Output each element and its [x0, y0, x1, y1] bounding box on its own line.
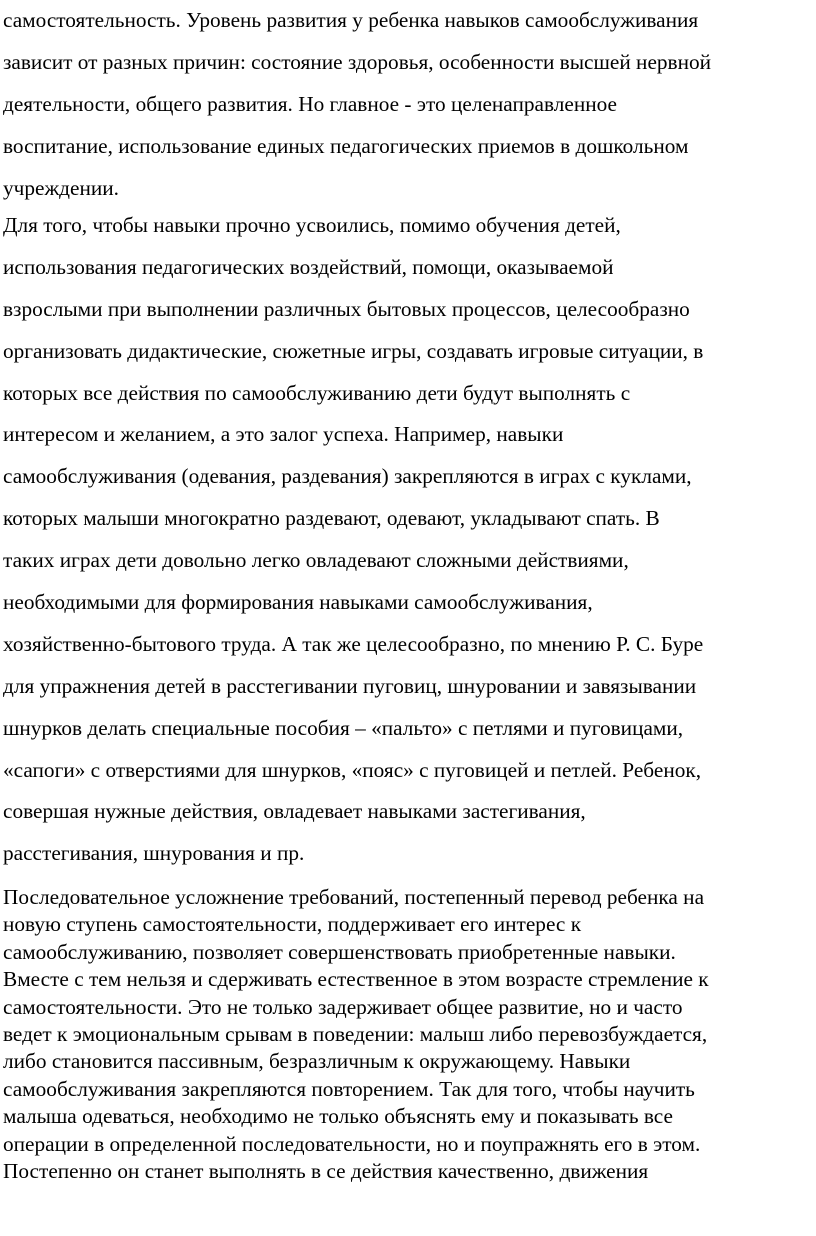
text-line: интересом и желанием, а это залог успеха. Например, навыки	[3, 422, 564, 447]
text-line: новую ступень самостоятельности, поддерживает его интерес к	[3, 912, 582, 937]
text-line: «сапоги» с отверстиями для шнурков, «пояс» с пуговицей и петлей. Ребенок,	[3, 757, 702, 782]
text-line: организовать дидактические, сюжетные игры, создавать игровые ситуации, в	[3, 338, 704, 363]
text-line: воспитание, использование единых педагогических приемов в дошкольном	[3, 133, 689, 158]
text-line: операции в определенной последовательности, но и поупражнять его в этом.	[3, 1131, 701, 1156]
text-line: самообслуживанию, позволяет совершенствовать приобретенные навыки.	[3, 939, 676, 964]
text-line: Для того, чтобы навыки прочно усвоились, помимо обучения детей,	[3, 213, 621, 237]
text-line: необходимыми для формирования навыками самообслуживания,	[3, 590, 593, 615]
text-line: расстегивания, шнурования и пр.	[3, 841, 305, 866]
text-line: деятельности, общего развития. Но главное - это целенаправленное	[3, 91, 617, 116]
text-line: совершая нужные действия, овладевает навыками застегивания,	[3, 799, 586, 824]
text-line: самообслуживания (одевания, раздевания) закрепляются в играх с куклами,	[3, 464, 692, 489]
text-line: использования педагогических воздействий, помощи, оказываемой	[3, 254, 614, 279]
paragraph-3	[3, 884, 709, 1185]
text-line: самостоятельность. Уровень развития у ребенка навыков самообслуживания	[3, 8, 699, 32]
text-line: либо становится пассивным, безразличным к окружающему. Навыки	[3, 1049, 631, 1074]
text-line: Постепенно он станет выполнять в се действия качественно, движения	[3, 1158, 649, 1183]
text-line: зависит от разных причин: состояние здоровья, особенности высшей нервной	[3, 49, 712, 74]
text-line: хозяйственно-бытового труда. А так же целесообразно, по мнению Р. С. Буре	[3, 631, 704, 656]
text-line: которых все действия по самообслуживанию дети будут выполнять с	[3, 380, 631, 405]
text-line: взрослыми при выполнении различных бытовых процессов, целесообразно	[3, 296, 690, 321]
paragraph-1	[3, 0, 711, 209]
text-line: для упражнения детей в расстегивании пуговиц, шнуровании и завязывании	[3, 673, 697, 698]
paragraph-2	[3, 205, 703, 875]
text-line: которых малыши многократно раздевают, одевают, укладывают спать. В	[3, 506, 660, 531]
text-line: ведет к эмоциональным срывам в поведении: малыш либо перевозбуждается,	[3, 1021, 708, 1046]
text-line: самостоятельности. Это не только задерживает общее развитие, но и часто	[3, 994, 683, 1019]
text-line: самообслуживания закрепляются повторением. Так для того, чтобы научить	[3, 1076, 695, 1101]
text-line: учреждении.	[3, 175, 119, 200]
text-line: шнурков делать специальные пособия – «пальто» с петлями и пуговицами,	[3, 715, 684, 740]
text-line: Последовательное усложнение требований, постепенный перевод ребенка на	[3, 885, 705, 909]
text-line: таких играх дети довольно легко овладевают сложными действиями,	[3, 548, 629, 573]
text-line: Вместе с тем нельзя и сдерживать естественное в этом возрасте стремление к	[3, 967, 709, 992]
text-line: малыша одеваться, необходимо не только объяснять ему и показывать все	[3, 1104, 673, 1129]
